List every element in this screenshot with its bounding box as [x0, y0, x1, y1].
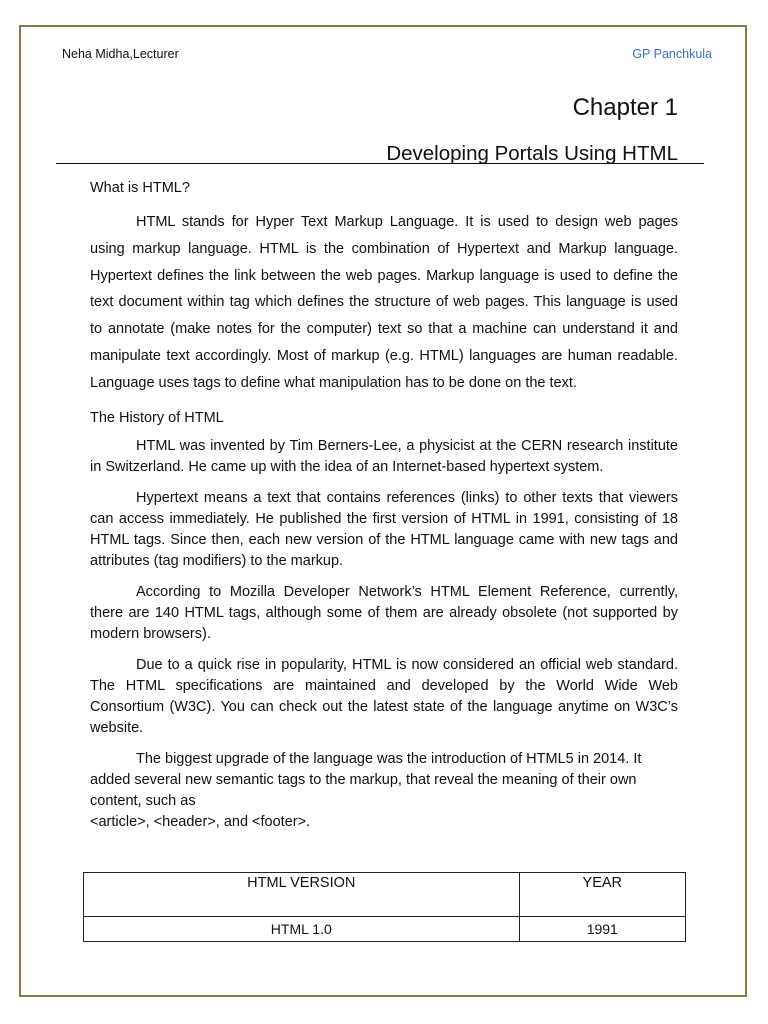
- table-cell: HTML 1.0: [84, 917, 520, 942]
- table-cell: 1991: [519, 917, 685, 942]
- history-paragraph: HTML was invented by Tim Berners-Lee, a physicist at the CERN research institute in Switzerland. He came up with the idea of an Internet-based hypertext system.: [90, 437, 678, 475]
- table-header-row: [84, 873, 686, 917]
- table-row: [84, 917, 686, 942]
- history-paragraph: The biggest upgrade of the language was the introduction of HTML5 in 2014. It added several new semantic tags to the markup, that reveal the meaning of their own content, such as: [90, 750, 642, 809]
- html-versions-table: [83, 872, 686, 942]
- semantic-tags-line: <article>, <header>, and <footer>.: [90, 813, 311, 830]
- chapter-subtitle: Developing Portals Using HTML: [386, 142, 678, 165]
- chapter-title: Chapter 1: [572, 94, 678, 121]
- what-is-html-paragraph: HTML stands for Hyper Text Markup Language. It is used to design web pages using markup language. HTML is the combination of Hypertext and Markup language. Hypertext defines the link between the web pages. Markup language is used to define the text document within tag which defines the structure of web pages. This language is used to annotate (make notes for the computer) text so that a machine can understand it and manipulate text accordingly. Most of markup (e.g. HTML) languages are human readable. Language uses tags to define what manipulation has to be done on the text.: [90, 214, 678, 391]
- document-body: [90, 180, 678, 833]
- table-header-cell: HTML VERSION: [84, 873, 520, 917]
- what-is-html-heading: What is HTML?: [90, 180, 190, 196]
- history-heading: The History of HTML: [90, 409, 224, 426]
- history-paragraph: Hypertext means a text that contains references (links) to other texts that viewers can access immediately. He published the first version of HTML in 1991, consisting of 18 HTML tags. Since then, each new version of the HTML language came with new tags and attributes (tag modifiers) to the markup.: [90, 489, 678, 569]
- author-header: Neha Midha,Lecturer: [62, 47, 179, 61]
- history-paragraph: Due to a quick rise in popularity, HTML is now considered an official web standard. The HTML specifications are maintained and developed by the World Wide Web Consortium (W3C). You can check out the latest state of the language anytime on W3C’s website.: [90, 656, 678, 736]
- title-underline: [56, 163, 704, 164]
- institution-header: GP Panchkula: [632, 47, 712, 61]
- history-paragraph: According to Mozilla Developer Network’s HTML Element Reference, currently, there are 140 HTML tags, although some of them are already obsolete (not supported by modern browsers).: [90, 583, 678, 642]
- table-header-cell: YEAR: [519, 873, 685, 917]
